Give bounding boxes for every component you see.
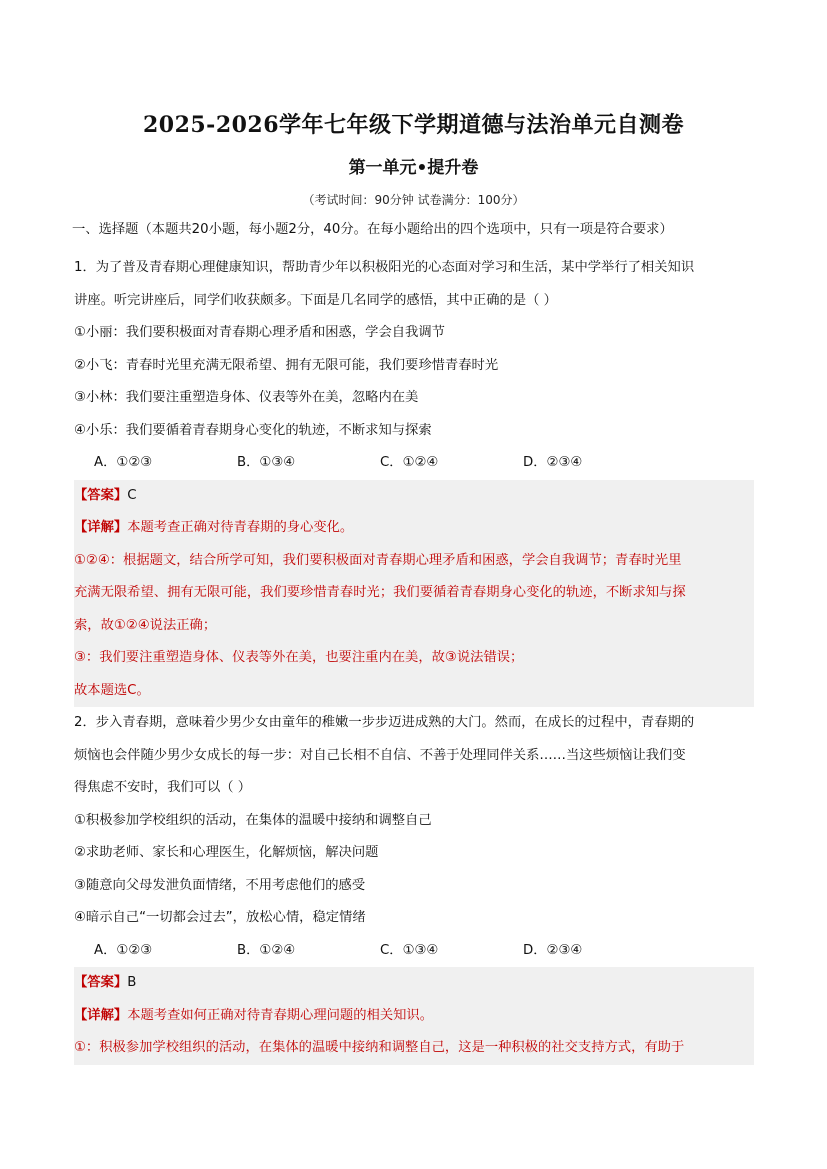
option-c: C．①②④ (380, 455, 439, 470)
option-c: C．①③④ (380, 942, 439, 958)
option-a: A．①②③ (94, 942, 153, 958)
statement: ③小林：我们要注重塑造身体、仪表等外在美，忽略内在美 (74, 390, 419, 405)
statement: ②求助老师、家长和心理医生，化解烦恼，解决问题 (74, 845, 379, 860)
page-title: 2025-2026学年七年级下学期道德与法治单元自测卷 (142, 112, 685, 138)
option-b: B．①②④ (237, 942, 296, 958)
statement: ②小飞：青春时光里充满无限希望、拥有无限可能，我们要珍惜青春时光 (74, 357, 499, 373)
answer-line (74, 480, 754, 513)
detail-intro: 本题考查如何正确对待青春期心理问题的相关知识。 (127, 1007, 434, 1023)
statement: ④暗示自己“一切都会过去”，放松心情，稳定情绪 (74, 910, 366, 925)
answer-value: C (127, 487, 137, 503)
explanation-line: ①②④：根据题文，结合所学可知，我们要积极面对青春期心理矛盾和困惑，学会自我调节；青春时光里 (74, 552, 682, 568)
detail-label: 【详解】 (74, 1007, 128, 1023)
answer-label: 【答案】 (74, 975, 128, 990)
option-d: D．②③④ (523, 942, 583, 958)
question-stem-line: 烦恼也会伴随少男少女成长的每一步：对自己长相不自信、不善于处理同伴关系……当这些烦恼让我们变 (74, 747, 686, 763)
option-d: D．②③④ (523, 455, 583, 470)
question-stem-line: 得焦虑不安时，我们可以（ ） (74, 780, 252, 795)
question-1 (74, 252, 754, 707)
detail-line (74, 512, 754, 545)
answer-line (74, 967, 754, 1000)
option-a: A．①②③ (94, 455, 153, 470)
answer-block (74, 967, 754, 1065)
question-stem-line: 2．步入青春期，意味着少男少女由童年的稚嫩一步步迈进成熟的大门。然而，在成长的过程中，青春期的 (74, 715, 695, 730)
options-row (74, 935, 754, 968)
explanation-line: 故本题选C。 (74, 682, 150, 698)
exam-info: （考试时间：90分钟 试卷满分：100分） (302, 193, 525, 207)
detail-intro: 本题考查正确对待青春期的身心变化。 (127, 520, 354, 535)
statement: ①积极参加学校组织的活动，在集体的温暖中接纳和调整自己 (74, 812, 432, 828)
explanation-line: 充满无限希望、拥有无限可能，我们要珍惜青春时光；我们要循着青春期身心变化的轨迹，不断求知与探 (74, 585, 686, 600)
statement: ①小丽：我们要积极面对青春期心理矛盾和困惑，学会自我调节 (74, 325, 445, 340)
option-b: B．①③④ (237, 455, 296, 470)
question-2 (74, 707, 754, 1065)
question-stem-line: 讲座。听完讲座后，同学们收获颇多。下面是几名同学的感悟，其中正确的是（ ） (74, 292, 557, 308)
statement: ③随意向父母发泄负面情绪，不用考虑他们的感受 (74, 877, 366, 893)
statement: ④小乐：我们要循着青春期身心变化的轨迹，不断求知与探索 (74, 422, 432, 438)
answer-block (74, 480, 754, 708)
question-list (74, 218, 754, 1065)
options-row (74, 447, 754, 480)
explanation-line: ①：积极参加学校组织的活动，在集体的温暖中接纳和调整自己，这是一种积极的社交支持方式，有助于 (74, 1040, 685, 1055)
detail-label: 【详解】 (74, 520, 128, 535)
answer-value: B (127, 975, 137, 990)
section-heading: 一、选择题（本题共20小题，每小题2分，40分。在每小题给出的四个选项中，只有一项是符合要求） (72, 222, 673, 237)
explanation-line: 索，故①②④说法正确； (74, 617, 217, 633)
detail-line (74, 1000, 754, 1033)
page-subtitle: 第一单元•提升卷 (348, 158, 479, 178)
question-stem-line: 1．为了普及青春期心理健康知识，帮助青少年以积极阳光的心态面对学习和生活，某中学举行了相关知识 (74, 260, 695, 275)
answer-label: 【答案】 (74, 487, 128, 503)
explanation-line: ③：我们要注重塑造身体、仪表等外在美，也要注重内在美，故③说法错误； (74, 650, 524, 665)
